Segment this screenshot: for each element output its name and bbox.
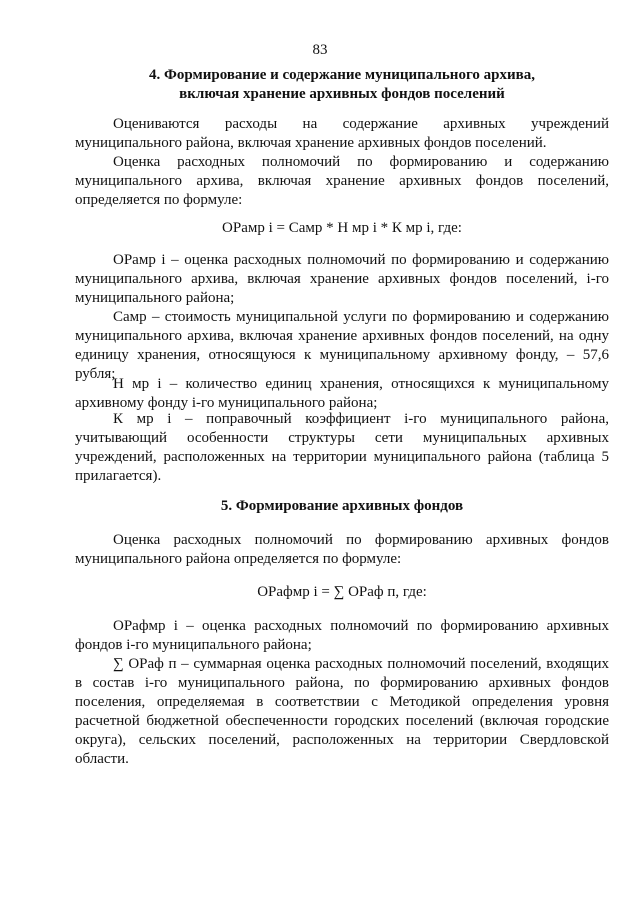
section-5-definition-1: ОРафмр i – оценка расходных полномочий по формированию архивных фондов i-го муниципального района; <box>75 618 609 653</box>
section-4-definition-4: К мр i – поправочный коэффициент i-го муниципального района, учитывающий особенности структуры сети муниципальных архивных учреждений, расположенных на территории муниципального района (таблица 5 прилагается). <box>75 411 609 484</box>
section-4-title-line-1: 4. Формирование и содержание муниципального архива, <box>149 67 535 83</box>
section-4-definition-2: Самр – стоимость муниципальной услуги по формированию и содержанию муниципального архива, включая хранение архивных фондов поселений, на одну единицу хранения, относящуюся к муниципальному архивному фонду, – 57,6 рубля; <box>75 309 609 382</box>
page-number: 83 <box>312 42 328 58</box>
section-4-heading <box>75 66 609 104</box>
section-4-paragraph-1: Оцениваются расходы на содержание архивных учреждений муниципального района, включая хранение архивных фондов поселений. <box>75 116 609 151</box>
section-4-title-line-2: включая хранение архивных фондов поселений <box>179 86 505 102</box>
section-5-formula: ОРафмр i = ∑ ОРаф п, где: <box>257 584 427 600</box>
section-4-definition-1: ОРамр i – оценка расходных полномочий по формированию и содержанию муниципального архива, включая хранение архивных фондов поселений, i-го муниципального района; <box>75 252 609 306</box>
section-5-heading: 5. Формирование архивных фондов <box>220 498 464 514</box>
section-4-paragraph-2: Оценка расходных полномочий по формированию и содержанию муниципального архива, включая хранение архивных фондов поселений, определяется по формуле: <box>75 154 609 208</box>
section-5-paragraph-1: Оценка расходных полномочий по формированию архивных фондов муниципального района определяется по формуле: <box>75 532 609 567</box>
section-4-formula: ОРамр i = Самр * Н мр i * К мр i, где: <box>222 220 462 236</box>
section-4-definition-3: Н мр i – количество единиц хранения, относящихся к муниципальному архивному фонду i-го муниципального района; <box>75 376 609 411</box>
section-5-definition-2: ∑ ОРаф п – суммарная оценка расходных полномочий поселений, входящих в состав i-го муниципального района, по формированию архивных фондов поселения, определяемая в соответствии с Методикой определения уровня расчетной бюджетной обеспеченности городских поселений (включая городские округа), сельских поселений, расположенных на территории Свердловской области. <box>75 656 609 767</box>
